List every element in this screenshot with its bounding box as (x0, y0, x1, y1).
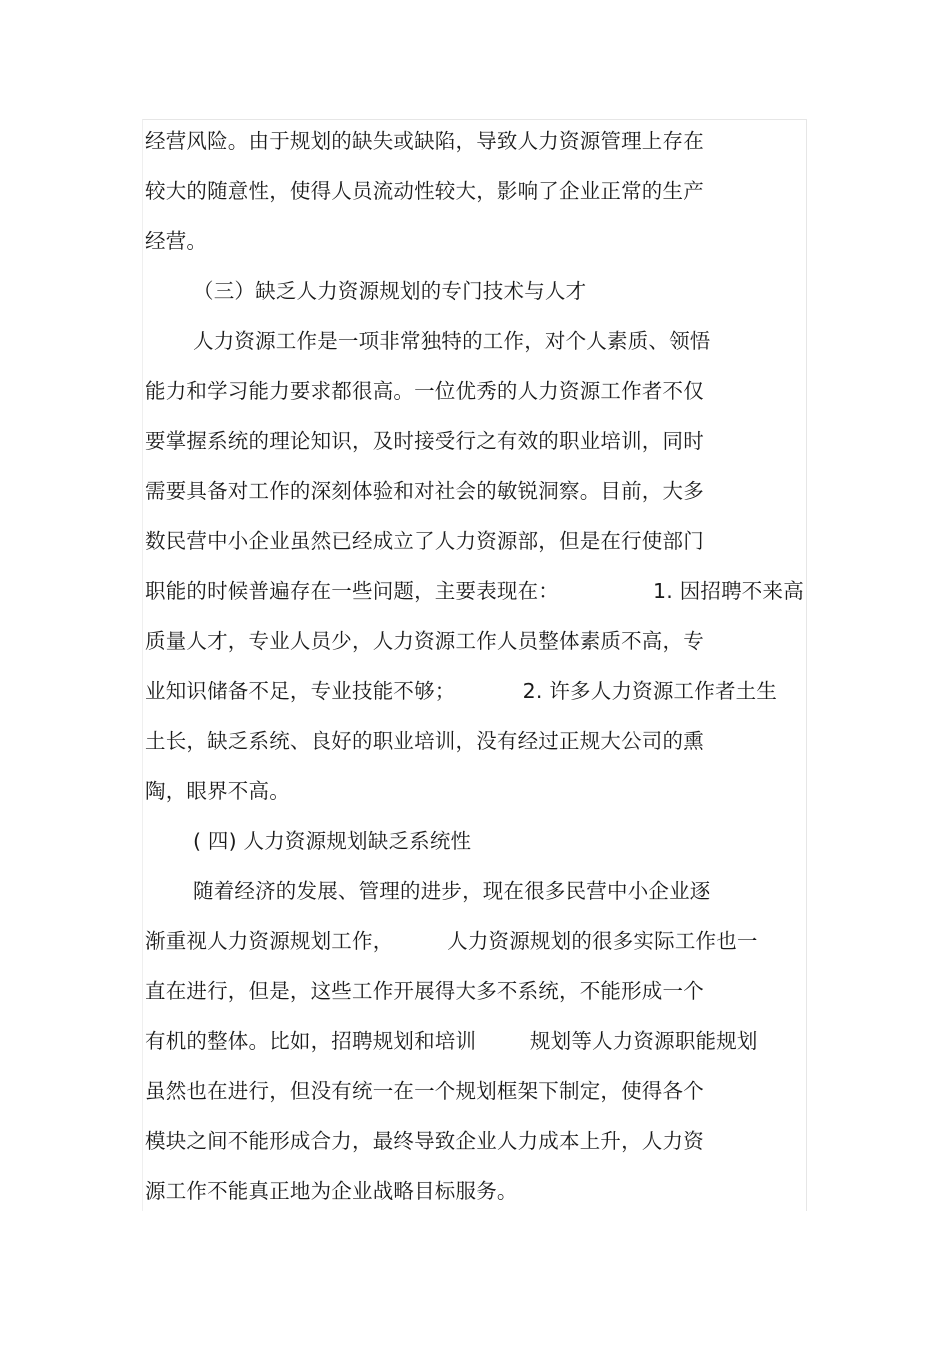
body-text-line: 经营。 (145, 229, 208, 253)
body-text-line: 职能的时候普遍存在一些问题，主要表现在： 1. 因招聘不来高 (145, 579, 804, 603)
section-heading-3: （三）缺乏人力资源规划的专门技术与人才 (193, 279, 587, 303)
body-text-line: 有机的整体。比如，招聘规划和培训 规划等人力资源职能规划 (145, 1029, 758, 1053)
body-text-line: 数民营中小企业虽然已经成立了人力资源部，但是在行使部门 (145, 529, 704, 553)
section-heading-4: ( 四) 人力资源规划缺乏系统性 (193, 829, 472, 853)
body-text-line: 能力和学习能力要求都很高。一位优秀的人力资源工作者不仅 (145, 379, 704, 403)
body-text-line: 渐重视人力资源规划工作， 人力资源规划的很多实际工作也一 (145, 929, 758, 953)
body-text-line: 质量人才，专业人员少，人力资源工作人员整体素质不高，专 (145, 629, 704, 653)
body-text-line: 业知识储备不足，专业技能不够； 2. 许多人力资源工作者土生 (145, 679, 778, 703)
body-text-line: 土长，缺乏系统、良好的职业培训，没有经过正规大公司的熏 (145, 729, 704, 753)
body-text-line: 陶，眼界不高。 (145, 779, 290, 803)
body-text-line: 要掌握系统的理论知识，及时接受行之有效的职业培训，同时 (145, 429, 704, 453)
body-text-line: 直在进行，但是，这些工作开展得大多不系统，不能形成一个 (145, 979, 704, 1003)
paragraph-start-line: 随着经济的发展、管理的进步，现在很多民营中小企业逐 (193, 879, 711, 903)
body-text-line: 虽然也在进行，但没有统一在一个规划框架下制定，使得各个 (145, 1079, 704, 1103)
body-text-line: 经营风险。由于规划的缺失或缺陷，导致人力资源管理上存在 (145, 129, 704, 153)
body-text-line: 模块之间不能形成合力，最终导致企业人力成本上升，人力资 (145, 1129, 704, 1153)
paragraph-start-line: 人力资源工作是一项非常独特的工作，对个人素质、领悟 (193, 329, 711, 353)
body-text-line: 源工作不能真正地为企业战略目标服务。 (145, 1179, 518, 1203)
body-text-line: 较大的随意性，使得人员流动性较大，影响了企业正常的生产 (145, 179, 704, 203)
body-text-line: 需要具备对工作的深刻体验和对社会的敏锐洞察。目前，大多 (145, 479, 704, 503)
